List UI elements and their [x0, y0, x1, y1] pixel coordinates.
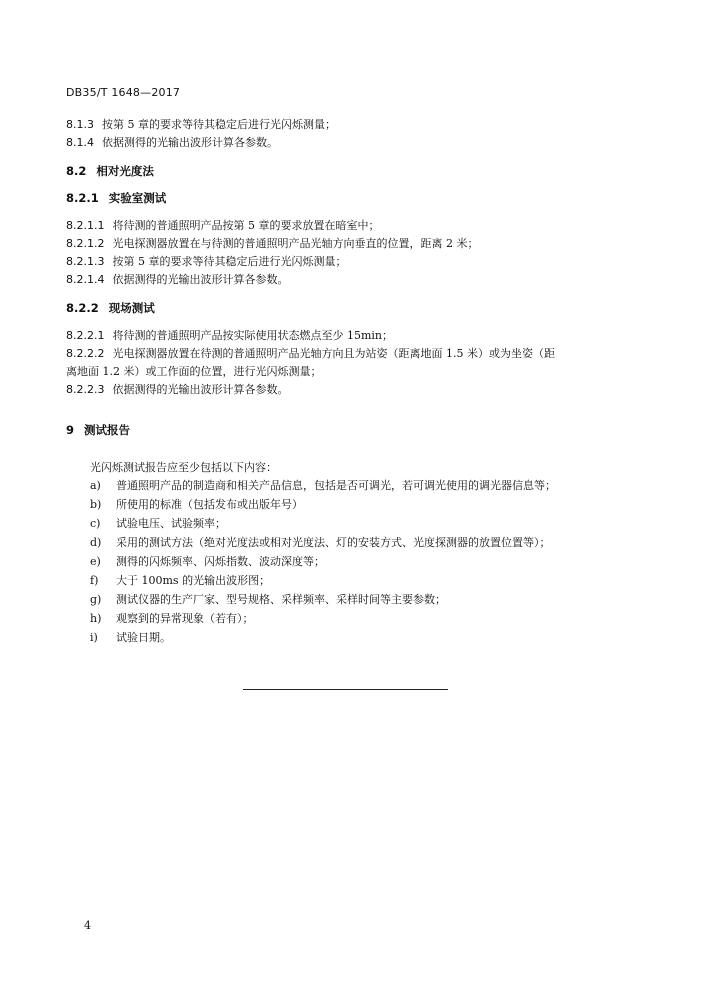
item-label: f)	[90, 574, 99, 587]
section-title: 相对光度法	[96, 164, 154, 178]
section-heading-9	[66, 422, 130, 438]
item-label: h)	[90, 612, 102, 625]
item-text: 大于 100ms 的光输出波形图；	[116, 574, 271, 587]
report-item-i	[90, 629, 171, 645]
item-text: 试验电压、试验频率；	[116, 517, 226, 530]
clause-text: 依据测得的光输出波形计算各参数。	[102, 136, 278, 149]
item-text: 观察到的异常现象（若有）；	[116, 612, 254, 625]
report-intro: 光闪烁测试报告应至少包括以下内容：	[90, 461, 277, 474]
clause-text: 将待测的普通照明产品按实际使用状态燃点至少 15min；	[112, 329, 394, 342]
item-text: 普通照明产品的制造商和相关产品信息，包括是否可调光，若可调光使用的调光器信息等；	[116, 479, 556, 492]
clause-number: 8.2.2.1	[66, 329, 105, 342]
item-label: g)	[90, 593, 102, 606]
clause-text: 光电探测器放置在待测的普通照明产品光轴方向且为站姿（距离地面 1.5 米）或为坐姿（距	[112, 347, 555, 360]
clause-8-2-1-2	[66, 235, 478, 251]
section-title: 实验室测试	[108, 191, 167, 205]
section-number: 8.2.2	[66, 301, 99, 315]
page-number: 4	[84, 919, 91, 932]
clause-8-2-1-3	[66, 253, 346, 269]
section-heading-8-2-2	[66, 300, 155, 316]
clause-number: 8.2.1.4	[66, 273, 105, 286]
section-title: 现场测试	[108, 301, 155, 315]
clause-8-2-1-4	[66, 271, 288, 287]
clause-8-2-2-3	[66, 381, 288, 397]
clause-number: 8.2.1.2	[66, 237, 105, 250]
report-item-b	[90, 496, 303, 512]
item-label: i)	[90, 631, 98, 644]
document-code-header: DB35/T 1648—2017	[66, 86, 181, 99]
report-item-h	[90, 610, 254, 626]
clause-number: 8.2.2.2	[66, 347, 105, 360]
section-number: 9	[66, 423, 75, 437]
report-item-d	[90, 534, 551, 550]
clause-8-2-2-1	[66, 327, 393, 343]
item-label: d)	[90, 536, 102, 549]
clause-8-1-3	[66, 116, 336, 132]
item-text: 测得的闪烁频率、闪烁指数、波动深度等；	[116, 555, 325, 568]
clause-number: 8.2.2.3	[66, 383, 105, 396]
end-separator-line	[243, 689, 448, 690]
item-text: 测试仪器的生产厂家、型号规格、采样频率、采样时间等主要参数；	[116, 593, 446, 606]
clause-8-2-2-2	[66, 345, 555, 361]
section-heading-8-2-1	[66, 190, 166, 206]
clause-number: 8.1.4	[66, 136, 94, 149]
report-item-f	[90, 572, 270, 588]
item-label: c)	[90, 517, 101, 530]
clause-text: 按第 5 章的要求等待其稳定后进行光闪烁测量；	[102, 118, 336, 131]
item-text: 所使用的标准（包括发布或出版年号）	[116, 498, 303, 511]
clause-8-2-1-1	[66, 217, 379, 233]
item-label: a)	[90, 479, 101, 492]
clause-number: 8.1.3	[66, 118, 94, 131]
item-label: b)	[90, 498, 102, 511]
report-item-a	[90, 477, 556, 493]
item-text: 试验日期。	[116, 631, 171, 644]
section-title: 测试报告	[84, 423, 131, 437]
clause-text: 光电探测器放置在与待测的普通照明产品光轴方向垂直的位置，距离 2 米；	[112, 237, 479, 250]
clause-text: 依据测得的光输出波形计算各参数。	[112, 383, 289, 396]
report-item-g	[90, 591, 446, 607]
clause-number: 8.2.1.3	[66, 255, 105, 268]
section-heading-8-2	[66, 163, 154, 179]
item-text: 采用的测试方法（绝对光度法或相对光度法、灯的安装方式、光度探测器的放置位置等）；	[116, 536, 551, 549]
clause-text: 将待测的普通照明产品按第 5 章的要求放置在暗室中；	[112, 219, 380, 232]
section-number: 8.2.1	[66, 191, 99, 205]
report-item-e	[90, 553, 325, 569]
item-label: e)	[90, 555, 101, 568]
clause-text: 依据测得的光输出波形计算各参数。	[112, 273, 289, 286]
clause-8-1-4	[66, 134, 278, 150]
clause-number: 8.2.1.1	[66, 219, 105, 232]
clause-text: 按第 5 章的要求等待其稳定后进行光闪烁测量；	[112, 255, 347, 268]
section-number: 8.2	[66, 164, 87, 178]
report-item-c	[90, 515, 226, 531]
clause-8-2-2-2-continuation: 离地面 1.2 米）或工作面的位置，进行光闪烁测量；	[66, 365, 322, 378]
